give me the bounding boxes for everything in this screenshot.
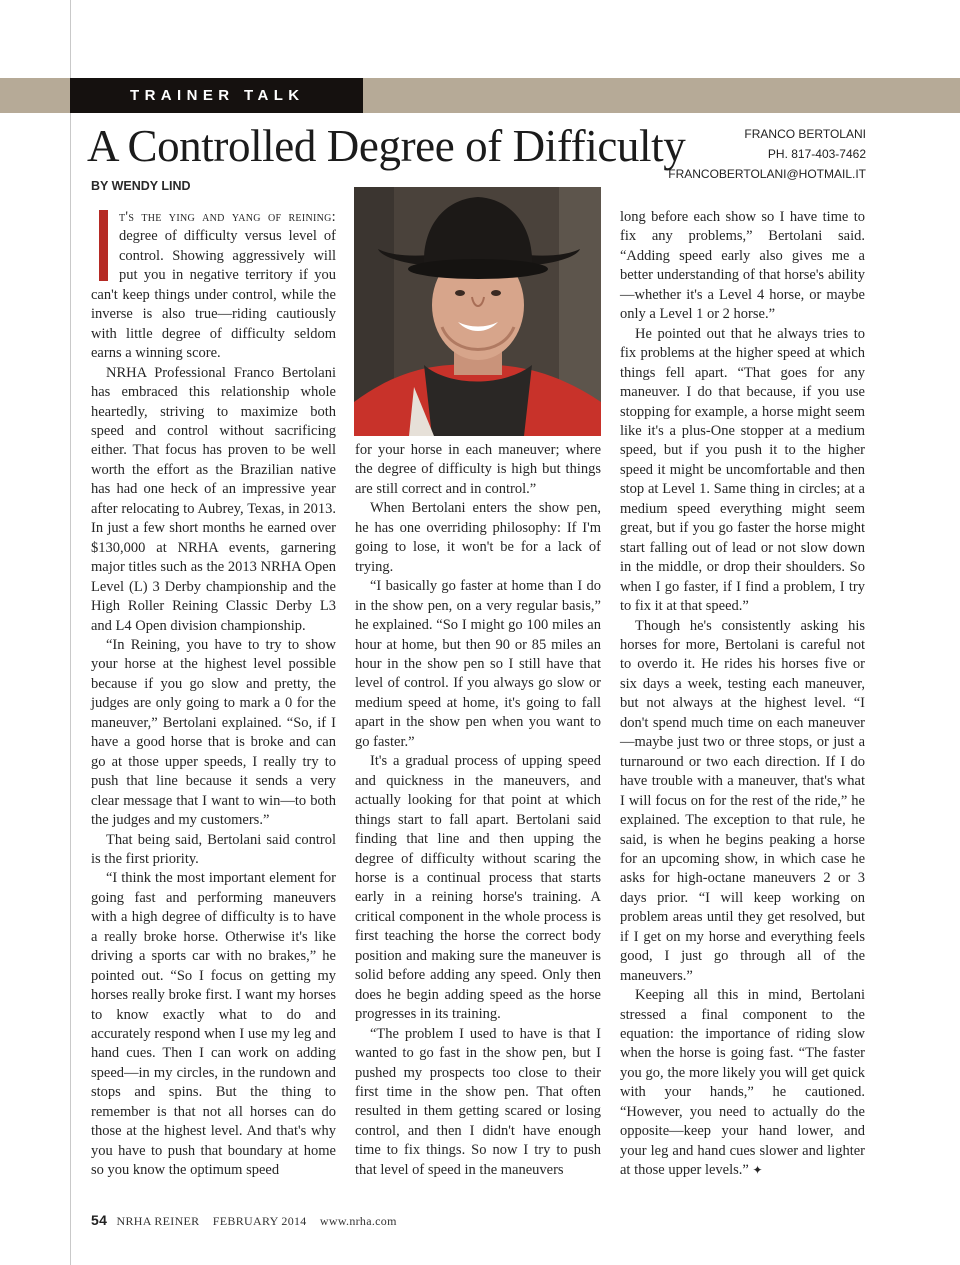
cowboy-portrait-illustration: [354, 187, 601, 436]
article-paragraph: Keeping all this in mind, Bertolani stressed a final component to the equation: the importance of riding slow when the horse is going fast. “The faster you go, the more likely you will get quick with your hands,” he cautioned. “However, you need to actually do the opposite—keep your hand lower, and your leg and hand cues slower and lighter at those upper levels.” ✦: [620, 987, 865, 1179]
issue-date: FEBRUARY 2014: [212, 1214, 307, 1228]
article-paragraph: Though he's consistently asking his horses for more, Bertolani is careful not to overdo it. He rides his horses five or six days a week, testing each maneuver, but not always at the highest level. “I don't spend much time on each maneuver—maybe just two or three stops, or just a turnaround or two each direction. If I do have trouble with a maneuver, that's what I will focus on for the rest of the ride,” he explained. The exception to that rule, he said, is when he begins peaking a horse for an upcoming show, in which case he asks for high-octane maneuvers 2 or 3 days prior. “I will keep working on problem areas until they get resolved, but if I get on my horse and everything feels good, I just go through all of the maneuvers.”: [620, 617, 865, 984]
trainer-name: FRANCO BERTOLANI: [744, 127, 866, 141]
dropcap-letter: I: [99, 210, 108, 281]
section-label: TRAINER TALK: [130, 87, 305, 104]
page-number: 54: [91, 1212, 108, 1228]
article-paragraph: I t's the ying and yang of reining: degree of difficulty versus level of control. Showing aggressively will put you in negative territory if you can't keep things under control, while the inverse is also true—riding cautiously with little degree of difficulty seldom earns a winning score.: [91, 209, 336, 362]
article-byline: BY WENDY LIND: [91, 179, 191, 193]
page-footer: [91, 1212, 397, 1229]
article-paragraph: That being said, Bertolani said control is the first priority.: [91, 831, 336, 867]
article-column-3: [620, 208, 865, 1181]
article-paragraph: “I think the most important element for going fast and performing maneuvers with a high degree of difficulty is to have a really broke horse. Otherwise it's like driving a sports car with no brakes,” he pointed out. “So I focus on getting my horses really broke first. I want my horses to know exactly what to do and accurately respond when I use my leg and hand cues. Then I can work on adding speed—in my circles, in the rundown and stops and spins. But the thing to remember is that not all horses can do those at the highest level. And that's why you have to push that boundary at home so you know the optimum speed: [91, 870, 336, 1179]
article-paragraph: NRHA Professional Franco Bertolani has embraced this relationship whole heartedly, striving to maximize both speed and control without sacrificing either. That focus has proven to be well worth the effort as the Brazilian native has had one heck of an impressive year after relocating to Aubrey, Texas, in 2013. In just a few short months he earned over $130,000 at NRHA events, garnering major titles such as the 2013 NRHA Open Level (L) 3 Derby championship and the High Roller Reining Classic Derby L3 and L4 Open division championship.: [91, 364, 336, 634]
article-paragraph: It's a gradual process of upping speed and quickness in the maneuvers, and actually looking for that point at which things start to fall apart. Bertolani said finding that line and then upping the degree of difficulty without scaring the horse is a continual process that starts early in a reining horse's training. A critical component in the whole process is first teaching the horse the correct body position and making sure the maneuver is solid before adding any speed. Only then does he begin adding speed as the horse progresses in its training.: [355, 753, 601, 1023]
article-column-2: [355, 441, 601, 1180]
article-paragraph: “I basically go faster at home than I do in the show pen, on a very regular basis,” he explained. “So I might go 100 miles an hour at home, but then 90 or 85 miles an hour in the show pen so I still have that level of control. If you always go slow or medium speed at home, it's going to fall apart in the show pen when you want to go faster.”: [355, 578, 601, 750]
article-paragraph: “The problem I used to have is that I wanted to go fast in the show pen, but I pushed my prospects too close to their first time in the show pen. That often resulted in them getting scared or losing control, and then I didn't have enough time to fix things. So now I try to push that level of speed in the maneuvers: [355, 1025, 601, 1178]
trainer-portrait-photo: [354, 187, 601, 436]
publication-name: NRHA REINER: [116, 1214, 200, 1228]
article-paragraph: “In Reining, you have to try to show your horse at the highest level possible because if you go slow and pretty, the judges are only going to mark a 0 for the maneuver,” Bertolani explained. “So, if I have a good horse that is broke and can go at those upper speeds, I really try to push that line because it sends a very clear message that I want to win—to both the judges and my customers.”: [91, 636, 336, 829]
page-margin-rule: [70, 0, 71, 1265]
lead-in-text: t's the ying and yang of reining:: [119, 209, 336, 225]
trainer-contact-block: [668, 124, 866, 184]
article-headline: A Controlled Degree of Difficulty: [87, 121, 686, 171]
article-paragraph: When Bertolani enters the show pen, he has one overriding philosophy: If I'm going to lose, it won't be for a lack of trying.: [355, 500, 601, 575]
trainer-email: FRANCOBERTOLANI@HOTMAIL.IT: [668, 167, 866, 181]
website-link[interactable]: www.nrha.com: [319, 1214, 397, 1228]
article-paragraph: for your horse in each maneuver; where the degree of difficulty is high but things are still correct and in control.”: [355, 442, 601, 497]
end-mark-icon: ✦: [752, 1163, 763, 1178]
article-paragraph: long before each show so I have time to fix any problems,” Bertolani said. “Adding speed early also gives me a better understanding of that horse's ability—whether it's a Level 4 horse, or maybe only a Level 1 or 2 horse.”: [620, 209, 865, 323]
trainer-phone: PH. 817-403-7462: [767, 147, 866, 161]
article-paragraph: He pointed out that he always tries to fix problems at the higher speed at which things fell apart. “That goes for any maneuver. I do that because, if you use stopping for example, a horse might seem like it's a plus-One stopper at a medium speed, but if you push it to the higher speed it might be uncomfortable and then stop at Level 1. Same thing in circles; at a medium speed everything might seem great, but if you go faster the horse might start falling out of lead or not slow down in the middle, or drop their shoulders. So when I go faster, if I find a problem, I try to fix it at that speed.”: [620, 325, 865, 615]
article-column-1: [91, 208, 336, 1181]
